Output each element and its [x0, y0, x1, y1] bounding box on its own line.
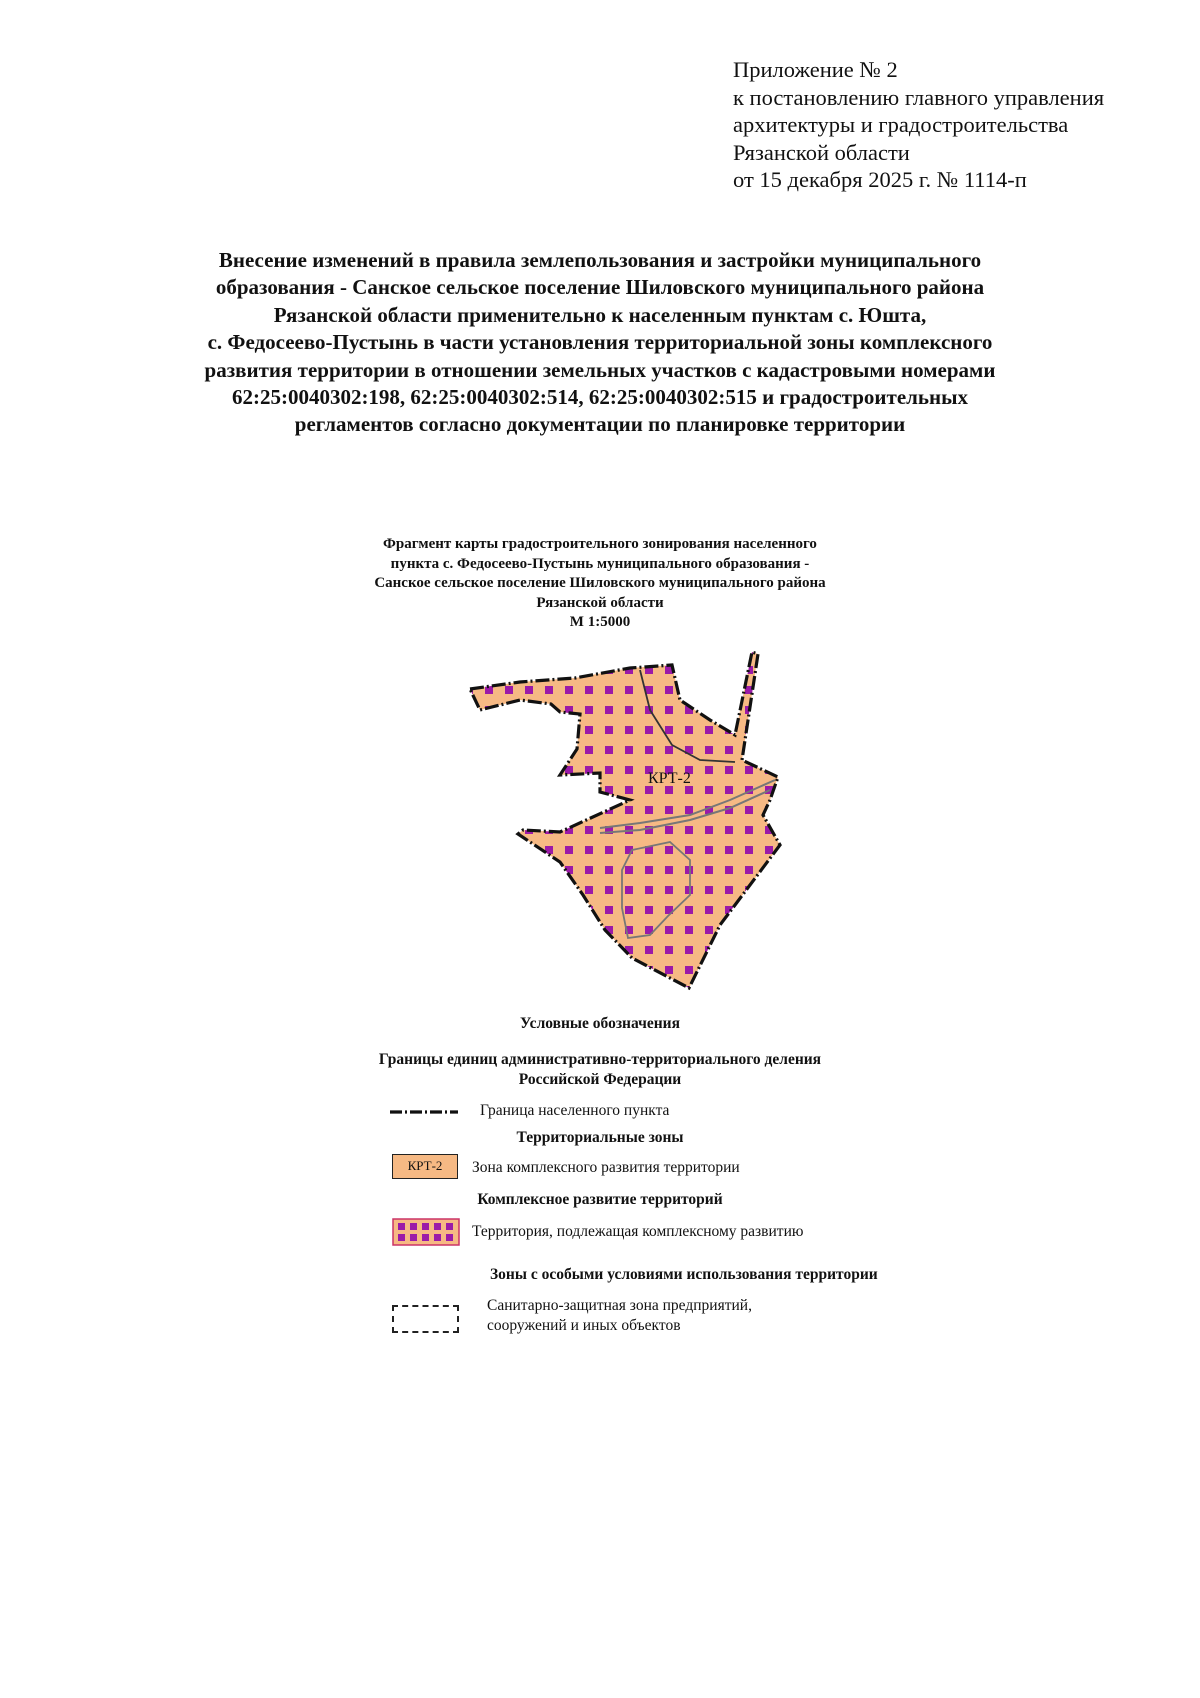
appendix-line: архитектуры и градостроительства — [733, 112, 1069, 137]
map-scale: М 1:5000 — [569, 614, 631, 630]
legend-settlement-boundary-label: Граница населенного пункта — [480, 1102, 670, 1119]
map-zone-label: КРТ-2 — [648, 770, 691, 787]
title-line: Рязанской области применительно к населенным пунктам с. Юшта, — [273, 302, 927, 327]
legend-krt-swatch — [392, 1218, 460, 1246]
map-title-line: Фрагмент карты градостроительного зонирования населенного — [383, 536, 817, 552]
settlement-boundary-legend-line — [388, 1107, 460, 1117]
legend-title — [300, 1014, 900, 1034]
title-line: Внесение изменений в правила землепользования и застройки муниципального — [218, 248, 982, 272]
legend-sanitary-swatch — [392, 1305, 459, 1333]
legend-section-line: Территориальные зоны — [516, 1129, 684, 1146]
legend-section-krt — [300, 1190, 900, 1210]
map-title-line: Санское сельское поселение Шиловского муниципального района — [374, 575, 826, 591]
legend-section-special — [490, 1265, 950, 1285]
legend-krt-description: Территория, подлежащая комплексному развитию — [472, 1223, 804, 1240]
legend-section-line: Комплексное развитие территорий — [477, 1191, 723, 1208]
appendix-line: Приложение № 2 — [733, 57, 898, 82]
legend-section-zones — [300, 1128, 900, 1148]
title-line: 62:25:0040302:198, 62:25:0040302:514, 62:25:0040302:515 и градостроительных — [231, 385, 969, 410]
legend-sanitary-line: Санитарно-защитная зона предприятий, — [487, 1297, 752, 1314]
legend-zone-swatch-label: КРТ-2 — [407, 1158, 443, 1173]
title-line: регламентов согласно документации по планировке территории — [294, 412, 906, 437]
appendix-line: к постановлению главного управления — [733, 84, 1105, 110]
legend-section-line: Границы единиц административно-территориального деления — [378, 1051, 822, 1068]
title-line: с. Федосеево-Пустынь в части установления территориальной зоны комплексного — [207, 330, 993, 355]
appendix-line: Рязанской области — [733, 139, 910, 165]
appendix-line: от 15 декабря 2025 г. № 1114-п — [733, 167, 1027, 192]
legend-section-line: Российской Федерации — [518, 1071, 682, 1088]
legend-zone-swatch — [392, 1154, 458, 1179]
map-title-line: пункта с. Федосеево-Пустынь муниципального образования - — [390, 555, 810, 572]
map-title-line: Рязанской области — [536, 594, 664, 611]
legend-section-admin — [300, 1050, 900, 1090]
title-line: образования - Санское сельское поселение Шиловского муниципального района — [215, 275, 985, 300]
legend-zone-description: Зона комплексного развития территории — [472, 1159, 740, 1176]
legend-sanitary-line: сооружений и иных объектов — [487, 1317, 681, 1334]
title-line: развития территории в отношении земельных участков с кадастровыми номерами — [204, 357, 996, 382]
legend-title-text: Условные обозначения — [519, 1015, 680, 1032]
legend-section-line: Зоны с особыми условиями использования территории — [490, 1266, 878, 1283]
